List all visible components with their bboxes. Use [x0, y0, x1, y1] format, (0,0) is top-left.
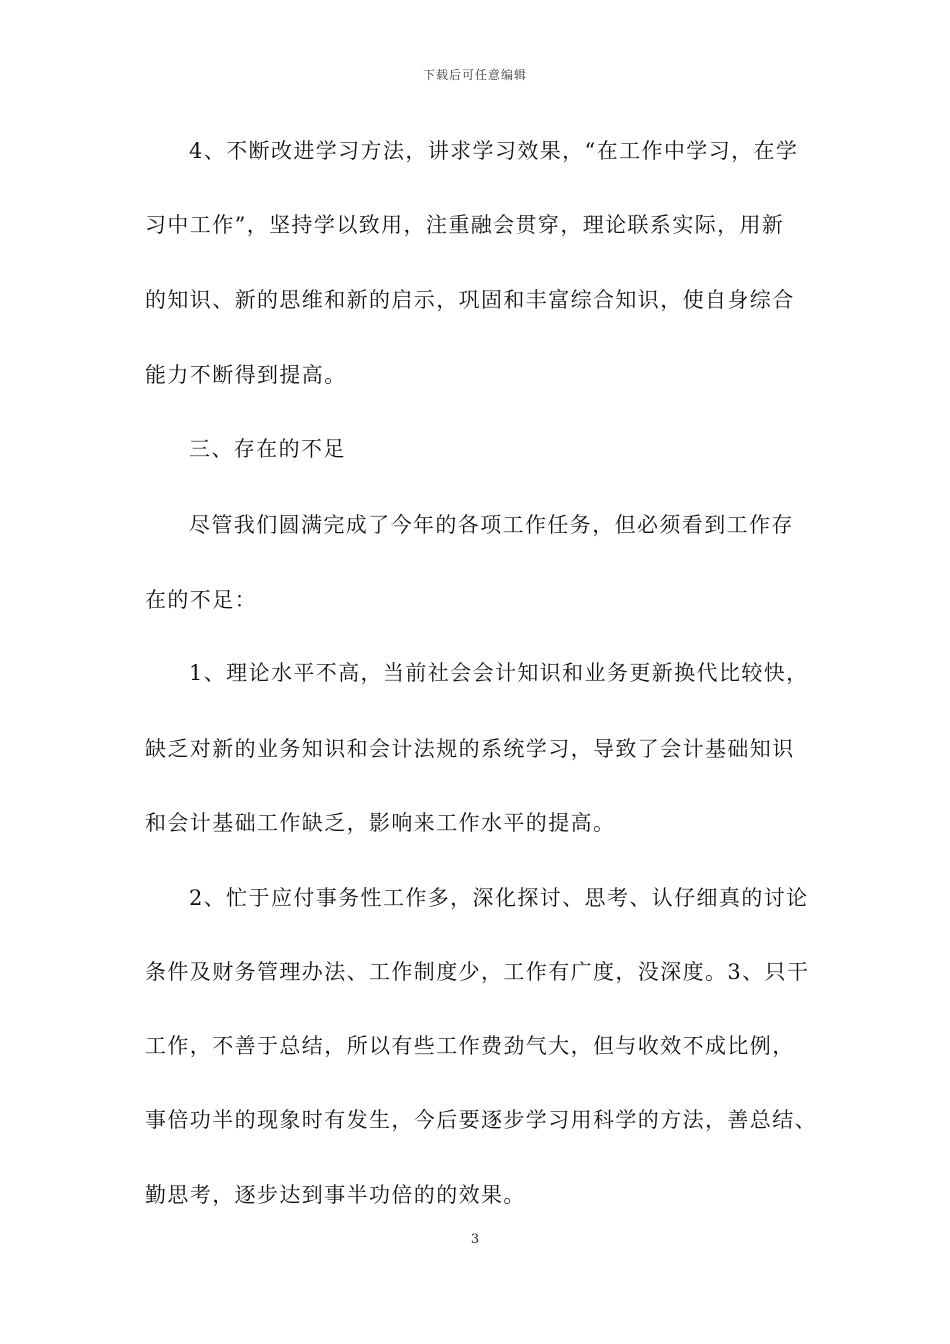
paragraph-line: 缺乏对新的业务知识和会计法规的系统学习，导致了会计基础知识: [145, 737, 795, 761]
paragraph-line: 和会计基础工作缺乏，影响来工作水平的提高。: [145, 811, 616, 835]
paragraph-line: 在的不足：: [145, 588, 257, 612]
paragraph-line: 尽管我们圆满完成了今年的各项工作任务，但必须看到工作存: [189, 513, 794, 537]
page-number: 3: [470, 1232, 480, 1247]
page-header: 下载后可任意编辑: [422, 68, 527, 82]
paragraph-line: 能力不断得到提高。: [145, 363, 347, 387]
section-heading: 三、存在的不足: [189, 437, 346, 461]
paragraph-line: 的知识、新的思维和新的启示，巩固和丰富综合知识，使自身综合: [145, 288, 795, 312]
paragraph-line: 2、忙于应付事务性工作多，深化探讨、思考、认仔细真的讨论: [189, 886, 809, 910]
paragraph-line: 勤思考，逐步达到事半功倍的的效果。: [145, 1183, 526, 1207]
paragraph-line: 4、不断改进学习方法，讲求学习效果，“在工作中学习，在学: [189, 139, 799, 163]
paragraph-line: 1、理论水平不高，当前社会会计知识和业务更新换代比较快，: [189, 661, 809, 685]
paragraph-line: 条件及财务管理办法、工作制度少，工作有广度，没深度。3、只干: [145, 960, 810, 984]
paragraph-line: 事倍功半的现象时有发生，今后要逐步学习用科学的方法，善总结、: [145, 1108, 817, 1132]
paragraph-line: 习中工作”，坚持学以致用，注重融会贯穿，理论联系实际，用新: [145, 213, 785, 237]
paragraph-line: 工作，不善于总结，所以有些工作费劲气大，但与收效不成比例，: [145, 1034, 795, 1058]
